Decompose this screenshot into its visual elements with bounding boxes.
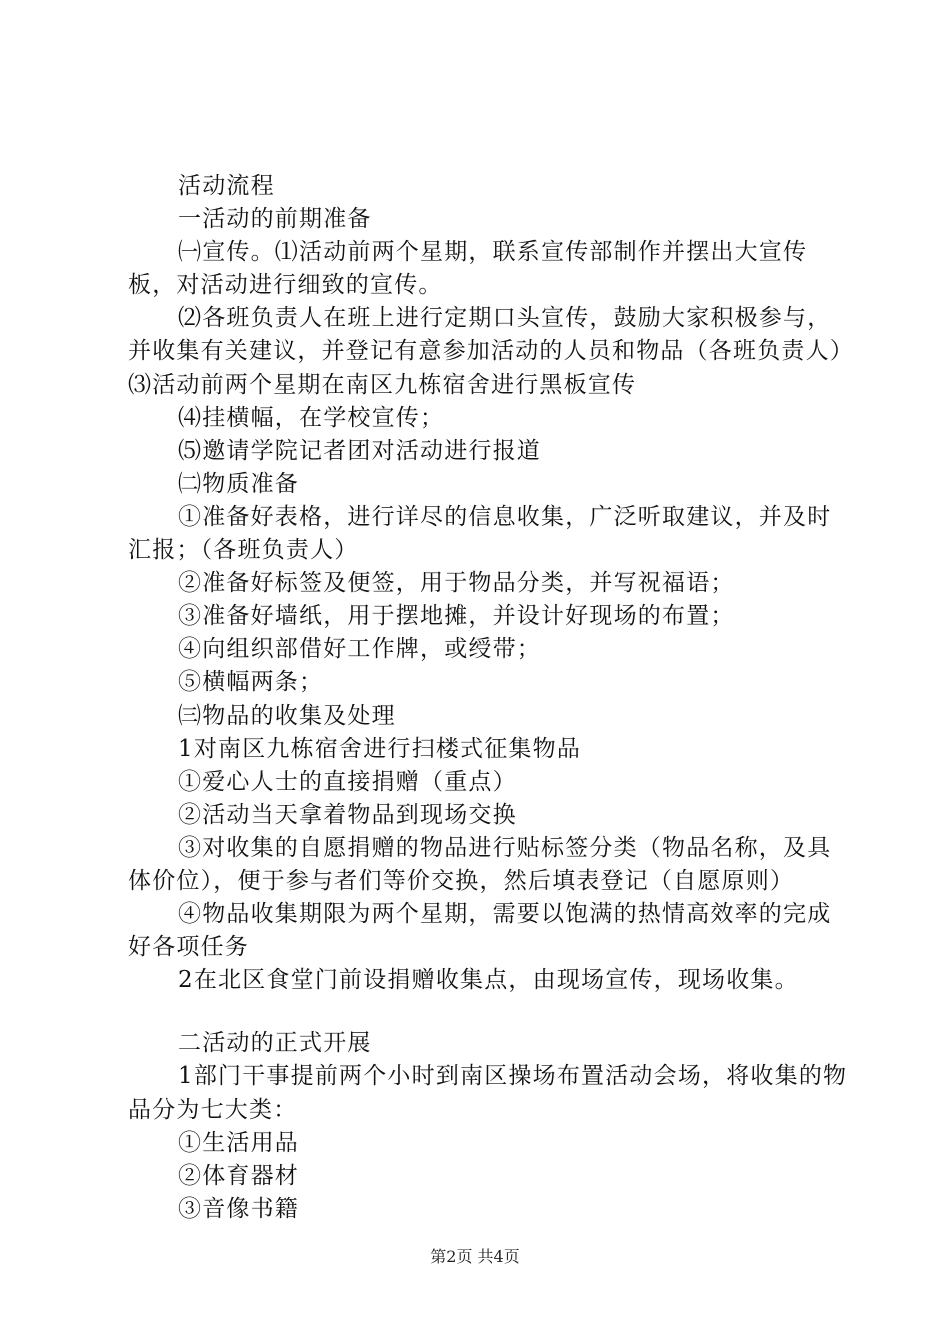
paragraph-spacer (128, 997, 850, 1027)
paragraph-launch-1: 1部门干事提前两个小时到南区操场布置活动会场，将收集的物品分为七大类： (128, 1063, 848, 1123)
paragraph-material-3: ③准备好墙纸，用于摆地摊，并设计好现场的布置； (178, 603, 735, 630)
paragraph-collection-1: 1对南区九栋宿舍进行扫楼式征集物品 (178, 735, 582, 762)
paragraph-material-5: ⑤横幅两条； (178, 669, 324, 696)
paragraph-collection-1a: ①爱心人士的直接捐赠（重点） (178, 768, 517, 795)
paragraph-publicity-2: ⑵各班负责人在班上进行定期口头宣传，鼓励大家积极参与，并收集有关建议，并登记有意参加活动的人员和物品（各班负责人）⑶活动前两个星期在南区九栋宿舍进行黑板宣传 (128, 305, 843, 398)
paragraph-collection-1c: ③对收集的自愿捐赠的物品进行贴标签分类（物品名称，及具体价位），便于参与者们等价交换，然后填表登记（自愿原则） (128, 834, 832, 894)
paragraph-publicity-5: ⑸邀请学院记者团对活动进行报道 (178, 437, 541, 464)
paragraph-material-2: ②准备好标签及便签，用于物品分类，并写祝福语； (178, 570, 735, 597)
paragraph-collection-1d: ④物品收集期限为两个星期，需要以饱满的热情高效率的完成好各项任务 (128, 901, 832, 961)
paragraph-category-1: ①生活用品 (178, 1129, 299, 1156)
paragraph-collection-2: 2在北区食堂门前设捐赠收集点，由现场宣传，现场收集。 (178, 967, 799, 994)
paragraph-collection-1b: ②活动当天拿着物品到现场交换 (178, 801, 517, 828)
paragraph-publicity-4: ⑷挂横幅，在学校宣传； (178, 404, 445, 431)
paragraph-publicity-1: ㈠宣传。⑴活动前两个星期，联系宣传部制作并摆出大宣传板，对活动进行细致的宣传。 (128, 239, 808, 299)
document-body (128, 170, 850, 1226)
paragraph-material-1: ①准备好表格，进行详尽的信息收集，广泛听取建议，并及时汇报；（各班负责人） (128, 503, 832, 564)
page-footer: 第2页 共4页 (430, 1247, 520, 1266)
paragraph-category-2: ②体育器材 (178, 1162, 299, 1189)
paragraph-heading-flow: 活动流程 (178, 173, 275, 199)
paragraph-category-3: ③音像书籍 (178, 1195, 299, 1222)
paragraph-material-heading: ㈡物质准备 (178, 470, 299, 497)
paragraph-material-4: ④向组织部借好工作牌，或绶带； (178, 636, 541, 663)
paragraph-section-launch: 二活动的正式开展 (178, 1030, 372, 1057)
paragraph-section-preparation: 一活动的前期准备 (178, 206, 372, 233)
paragraph-collection-heading: ㈢物品的收集及处理 (178, 702, 396, 729)
